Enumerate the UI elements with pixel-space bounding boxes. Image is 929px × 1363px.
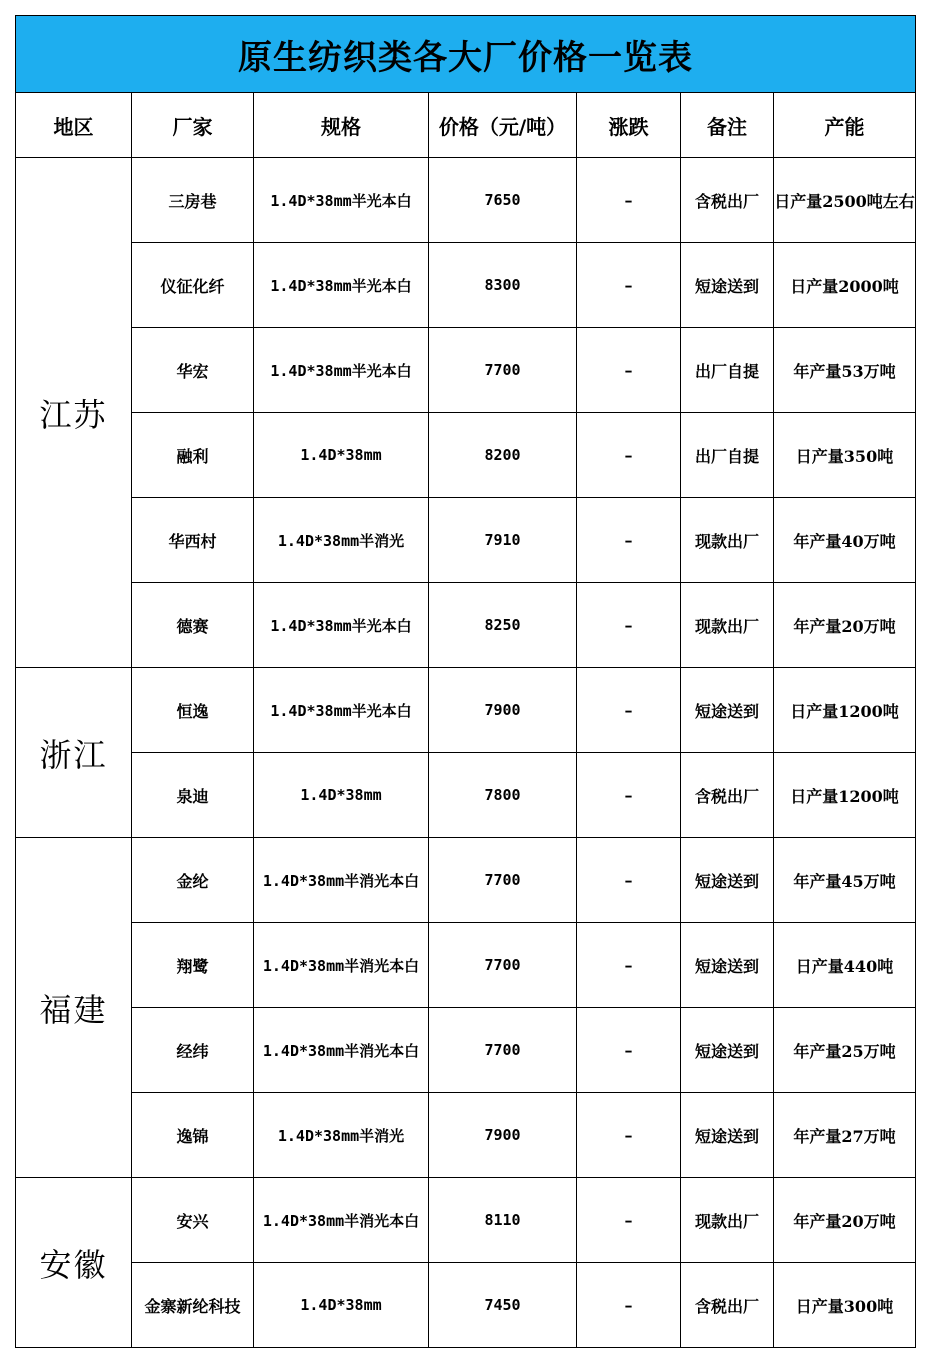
note-cell: 现款出厂 <box>681 498 774 583</box>
title-row <box>16 16 916 93</box>
table-title: 原生纺织类各大厂价格一览表 <box>16 16 916 93</box>
region-cell: 浙江 <box>16 668 132 838</box>
spec-cell: 1.4D*38mm半光本白 <box>254 583 429 668</box>
table-row <box>16 1093 916 1178</box>
price-cell: 8300 <box>429 243 577 328</box>
note-cell: 出厂自提 <box>681 413 774 498</box>
table-row <box>16 668 916 753</box>
price-cell: 7800 <box>429 753 577 838</box>
capacity-cell: 年产量27万吨 <box>774 1093 916 1178</box>
header-price: 价格（元/吨） <box>429 93 577 158</box>
table-body <box>16 158 916 1348</box>
price-cell: 7650 <box>429 158 577 243</box>
change-cell: – <box>577 923 681 1008</box>
note-cell: 短途送到 <box>681 1008 774 1093</box>
note-cell: 现款出厂 <box>681 1178 774 1263</box>
table-row <box>16 158 916 243</box>
maker-cell: 华西村 <box>132 498 254 583</box>
table-row <box>16 923 916 1008</box>
price-cell: 7900 <box>429 1093 577 1178</box>
change-cell: – <box>577 753 681 838</box>
change-cell: – <box>577 1093 681 1178</box>
maker-cell: 三房巷 <box>132 158 254 243</box>
capacity-cell: 年产量25万吨 <box>774 1008 916 1093</box>
table-row <box>16 498 916 583</box>
price-cell: 7450 <box>429 1263 577 1348</box>
capacity-cell: 日产量440吨 <box>774 923 916 1008</box>
change-cell: – <box>577 1178 681 1263</box>
maker-cell: 泉迪 <box>132 753 254 838</box>
maker-cell: 经纬 <box>132 1008 254 1093</box>
spec-cell: 1.4D*38mm <box>254 753 429 838</box>
capacity-cell: 年产量20万吨 <box>774 1178 916 1263</box>
note-cell: 含税出厂 <box>681 753 774 838</box>
price-cell: 7900 <box>429 668 577 753</box>
maker-cell: 金纶 <box>132 838 254 923</box>
capacity-cell: 日产量350吨 <box>774 413 916 498</box>
price-cell: 7700 <box>429 328 577 413</box>
note-cell: 短途送到 <box>681 243 774 328</box>
change-cell: – <box>577 158 681 243</box>
change-cell: – <box>577 498 681 583</box>
table-row <box>16 583 916 668</box>
capacity-cell: 年产量45万吨 <box>774 838 916 923</box>
table-row <box>16 328 916 413</box>
capacity-cell: 年产量53万吨 <box>774 328 916 413</box>
capacity-cell: 年产量40万吨 <box>774 498 916 583</box>
note-cell: 短途送到 <box>681 838 774 923</box>
maker-cell: 逸锦 <box>132 1093 254 1178</box>
note-cell: 含税出厂 <box>681 158 774 243</box>
maker-cell: 德赛 <box>132 583 254 668</box>
capacity-cell: 日产量2500吨左右 <box>774 158 916 243</box>
capacity-cell: 年产量20万吨 <box>774 583 916 668</box>
header-capacity: 产能 <box>774 93 916 158</box>
table-row <box>16 243 916 328</box>
note-cell: 短途送到 <box>681 668 774 753</box>
note-cell: 出厂自提 <box>681 328 774 413</box>
spec-cell: 1.4D*38mm半消光本白 <box>254 923 429 1008</box>
capacity-cell: 日产量1200吨 <box>774 753 916 838</box>
spec-cell: 1.4D*38mm半消光本白 <box>254 838 429 923</box>
maker-cell: 金寨新纶科技 <box>132 1263 254 1348</box>
maker-cell: 恒逸 <box>132 668 254 753</box>
maker-cell: 翔鹭 <box>132 923 254 1008</box>
table-row <box>16 1263 916 1348</box>
spec-cell: 1.4D*38mm半消光本白 <box>254 1008 429 1093</box>
note-cell: 现款出厂 <box>681 583 774 668</box>
header-change: 涨跌 <box>577 93 681 158</box>
region-cell: 福建 <box>16 838 132 1178</box>
price-cell: 8250 <box>429 583 577 668</box>
note-cell: 含税出厂 <box>681 1263 774 1348</box>
table-row <box>16 1008 916 1093</box>
change-cell: – <box>577 243 681 328</box>
change-cell: – <box>577 583 681 668</box>
header-maker: 厂家 <box>132 93 254 158</box>
change-cell: – <box>577 838 681 923</box>
region-cell: 江苏 <box>16 158 132 668</box>
change-cell: – <box>577 328 681 413</box>
table-row <box>16 413 916 498</box>
header-spec: 规格 <box>254 93 429 158</box>
capacity-cell: 日产量300吨 <box>774 1263 916 1348</box>
spec-cell: 1.4D*38mm半光本白 <box>254 243 429 328</box>
change-cell: – <box>577 1008 681 1093</box>
maker-cell: 安兴 <box>132 1178 254 1263</box>
price-cell: 7700 <box>429 923 577 1008</box>
price-cell: 7700 <box>429 838 577 923</box>
price-table <box>15 15 916 1348</box>
note-cell: 短途送到 <box>681 1093 774 1178</box>
price-cell: 8200 <box>429 413 577 498</box>
capacity-cell: 日产量2000吨 <box>774 243 916 328</box>
maker-cell: 融利 <box>132 413 254 498</box>
price-cell: 7910 <box>429 498 577 583</box>
header-note: 备注 <box>681 93 774 158</box>
table-row <box>16 1178 916 1263</box>
maker-cell: 仪征化纤 <box>132 243 254 328</box>
note-cell: 短途送到 <box>681 923 774 1008</box>
table-row <box>16 753 916 838</box>
table-row <box>16 838 916 923</box>
capacity-cell: 日产量1200吨 <box>774 668 916 753</box>
maker-cell: 华宏 <box>132 328 254 413</box>
change-cell: – <box>577 413 681 498</box>
change-cell: – <box>577 1263 681 1348</box>
spec-cell: 1.4D*38mm半光本白 <box>254 158 429 243</box>
spec-cell: 1.4D*38mm半光本白 <box>254 328 429 413</box>
spec-cell: 1.4D*38mm <box>254 1263 429 1348</box>
spec-cell: 1.4D*38mm半消光 <box>254 1093 429 1178</box>
price-cell: 7700 <box>429 1008 577 1093</box>
spec-cell: 1.4D*38mm半光本白 <box>254 668 429 753</box>
region-cell: 安徽 <box>16 1178 132 1348</box>
spec-cell: 1.4D*38mm <box>254 413 429 498</box>
spec-cell: 1.4D*38mm半消光 <box>254 498 429 583</box>
header-region: 地区 <box>16 93 132 158</box>
change-cell: – <box>577 668 681 753</box>
price-cell: 8110 <box>429 1178 577 1263</box>
spec-cell: 1.4D*38mm半消光本白 <box>254 1178 429 1263</box>
header-row <box>16 93 916 158</box>
